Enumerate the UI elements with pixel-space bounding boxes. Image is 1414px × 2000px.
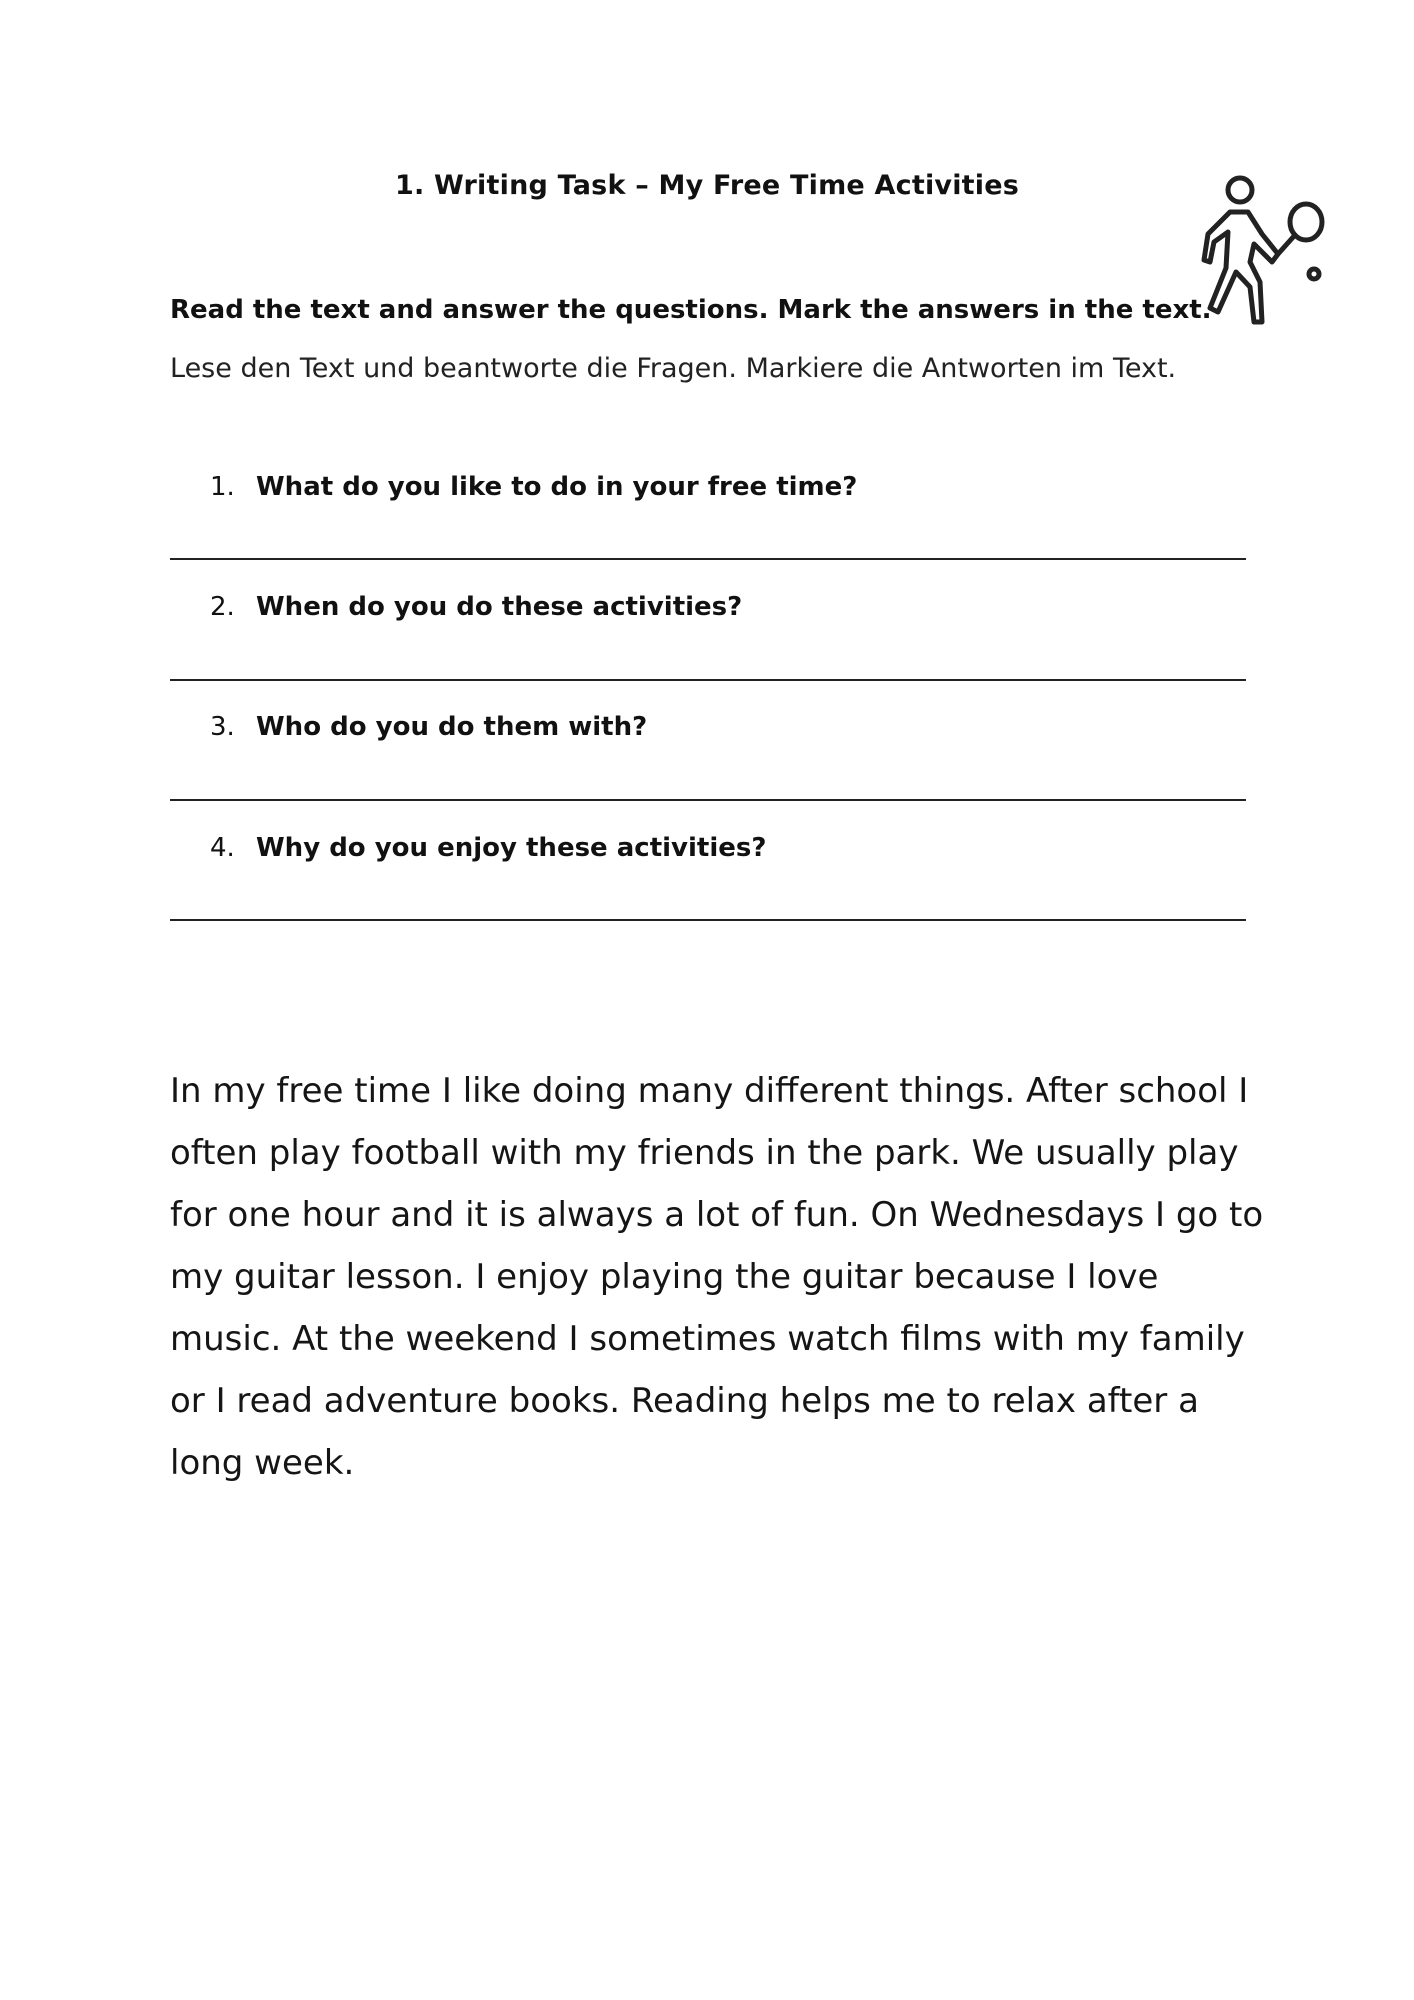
instruction-english: Read the text and answer the questions. Mark the answers in the text. (170, 295, 1212, 325)
question-number: 4. (210, 833, 235, 863)
question-1 (210, 472, 857, 502)
question-text: What do you like to do in your free time? (256, 472, 858, 502)
question-2 (210, 592, 742, 622)
question-3 (210, 712, 647, 742)
question-text: Who do you do them with? (256, 712, 648, 742)
question-number: 1. (210, 472, 235, 502)
page-title: 1. Writing Task – My Free Time Activities (394, 170, 1020, 201)
answer-line-3[interactable] (170, 799, 1246, 801)
question-4 (210, 833, 766, 863)
question-number: 2. (210, 592, 235, 622)
reading-text: In my free time I like doing many different things. After school I often play football with my friends in the park. We usually play for one hour and it is always a lot of fun. On Wednesdays I go to my guitar lesson. I enjoy playing the guitar because I love music. At the weekend I sometimes watch films with my family or I read adventure books. Reading helps me to relax after a long week. (170, 1071, 1264, 1483)
answer-line-4[interactable] (170, 919, 1246, 921)
instruction-german: Lese den Text und beantworte die Fragen. Markiere die Antworten im Text. (170, 353, 1177, 384)
answer-line-1[interactable] (170, 558, 1246, 560)
question-text: When do you do these activities? (256, 592, 743, 622)
question-number: 3. (210, 712, 235, 742)
question-text: Why do you enjoy these activities? (256, 833, 767, 863)
answer-line-2[interactable] (170, 679, 1246, 681)
